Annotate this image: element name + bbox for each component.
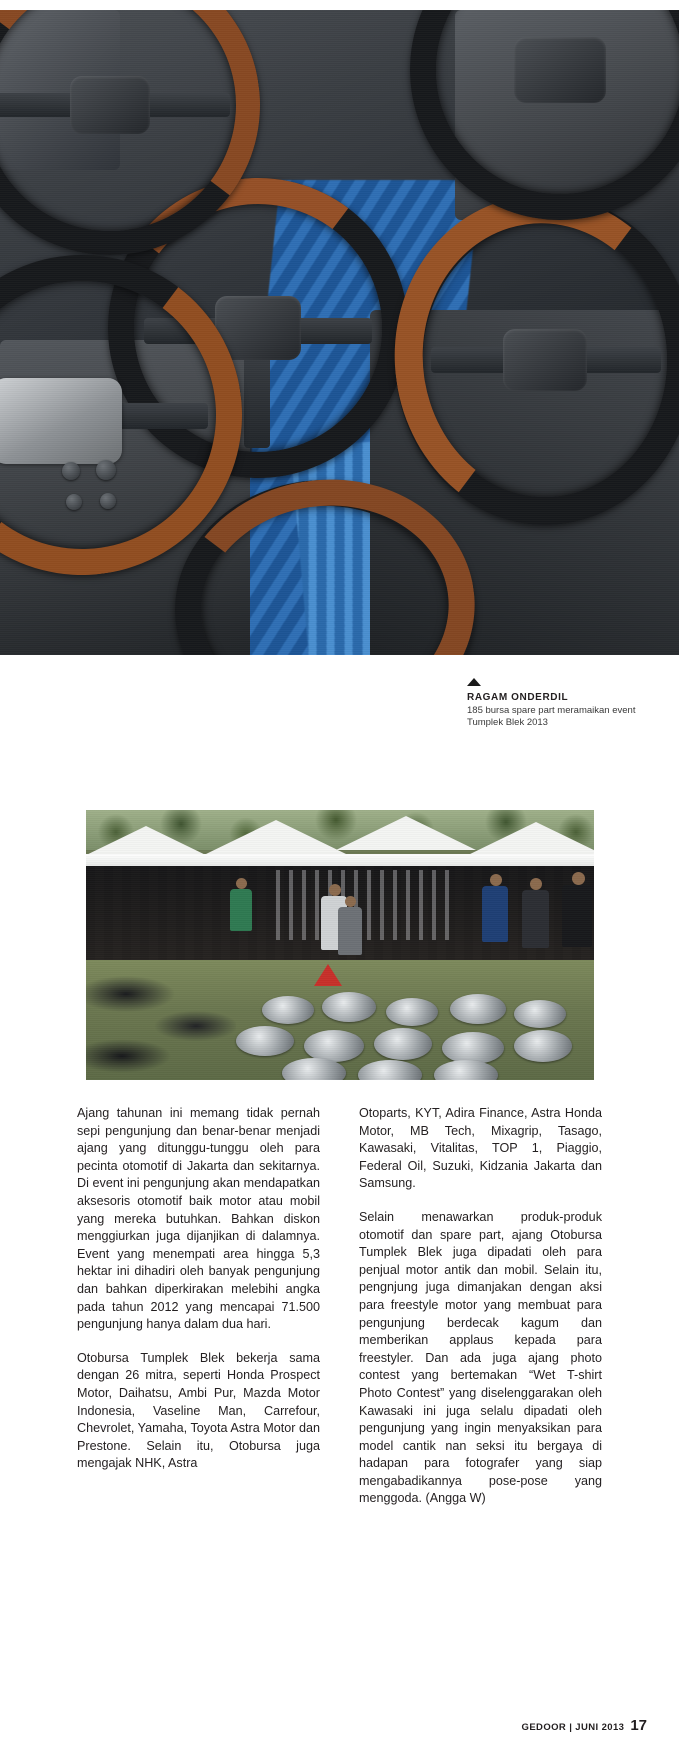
wheel-hub	[514, 37, 606, 103]
wheel-button	[96, 460, 116, 480]
wheel-button	[100, 493, 116, 509]
footer-brand: GEDOOR | JUNI 2013	[521, 1722, 625, 1733]
wheel-cover	[514, 1030, 572, 1062]
wheel-cover	[282, 1058, 346, 1080]
article-column-left	[77, 1105, 320, 1489]
paragraph: Otobursa Tumplek Blek bekerja sama dengan 26 mitra, seperti Honda Prospect Motor, Daihatsu, Ambi Pur, Mazda Motor Indonesia, Vaseline Man, Carrefour, Chevrolet, Yamaha, Toyota Astra Motor dan Prestone. Selain itu, Otobursa juga mengajak NHK, Astra	[77, 1350, 320, 1471]
warning-triangle-icon	[314, 964, 342, 986]
person-head	[345, 896, 356, 907]
wheel-cover	[374, 1028, 432, 1060]
article-body	[77, 1105, 602, 1524]
paragraph: Ajang tahunan ini memang tidak pernah sepi pengunjung dan benar-benar menjadi ajang yang ditunggu-tunggu oleh para pecinta otomotif di Jakarta dan sekitarnya. Di event ini pengunjung akan mendapatkan aksesoris otomotif baik motor atau mobil yang mereka butuhkan. Bahkan diskon menggiurkan juga dijanjikan di dalamnya. Event yang menempati area hingga 5,3 hektar ini dihadiri oleh banyak pengunjung dan bahkan diperkirakan melebihi angka pada tahun 2012 yang mencapai 71.500 pengunjung hanya dalam dua hari.	[77, 1106, 320, 1332]
caption-arrow-icon	[467, 678, 481, 686]
wheel-button	[62, 462, 80, 480]
person	[562, 885, 592, 947]
wheel-hub	[503, 329, 587, 391]
caption-title: RAGAM ONDERDIL	[467, 692, 569, 703]
wheel-hub	[70, 76, 150, 134]
page-footer	[522, 1717, 647, 1734]
paragraph: Selain menawarkan produk-produk otomotif dan spare part, ajang Otobursa Tumplek Blek juga dipadati oleh para penjual motor antik dan mobil. Selain itu, pengnjung juga dimanjakan dengan aksi para freestyle motor yang membuat para pengunjung berdecak kagum dan memberikan applaus kepada para freestyler. Dan ada juga ajang photo contest yang bertemakan “Wet T-shirt Photo Contest” yang diselenggarakan oleh Kawasaki ini juga selalu dipadati oleh pengunjung yang ingin menyaksikan para model cantik nan seksi itu bergaya di hadapan para fotografer yang siap mengabadikannya pose-pose yang menggoda. (Angga W)	[359, 1209, 602, 1506]
person	[522, 890, 549, 948]
person	[230, 889, 252, 931]
person-head	[530, 878, 542, 890]
hero-photo	[0, 10, 679, 655]
tent-roof	[466, 822, 594, 856]
person	[338, 907, 362, 955]
person-head	[329, 884, 341, 896]
wheel-cover	[236, 1026, 294, 1056]
person-head	[490, 874, 502, 886]
wheel-cover	[514, 1000, 566, 1028]
page-number: 17	[630, 1717, 647, 1734]
market-photo	[86, 810, 594, 1080]
qr-code[interactable]	[88, 670, 210, 788]
caption-body: 185 bursa spare part meramaikan event Tumplek Blek 2013	[467, 705, 636, 728]
steering-wheel-right	[395, 195, 679, 525]
paragraph: Otoparts, KYT, Adira Finance, Astra Honda Motor, MB Tech, Mixagrip, Tasago, Kawasaki, Vitalitas, TOP 1, Piaggio, Federal Oil, Suzuki, Kidzania Jakarta dan Samsung.	[359, 1106, 602, 1191]
person-head	[572, 872, 585, 885]
wheel-cover	[450, 994, 506, 1024]
wheel-cover	[262, 996, 314, 1024]
person-head	[236, 878, 247, 889]
wheel-cover	[322, 992, 376, 1022]
wheel-cover	[386, 998, 438, 1026]
person	[482, 886, 508, 942]
tent-roof	[206, 820, 346, 854]
wheel-button	[66, 494, 82, 510]
photo-caption	[467, 678, 647, 728]
wheel-cover	[442, 1032, 504, 1064]
qr-code-grid	[88, 670, 210, 788]
article-column-right	[359, 1105, 602, 1524]
wheel-hub-silver	[0, 378, 122, 464]
qr-caption-row	[0, 668, 679, 788]
goods-on-ground	[86, 970, 236, 1080]
tent-roof	[336, 816, 476, 850]
hanging-parts	[276, 870, 456, 940]
